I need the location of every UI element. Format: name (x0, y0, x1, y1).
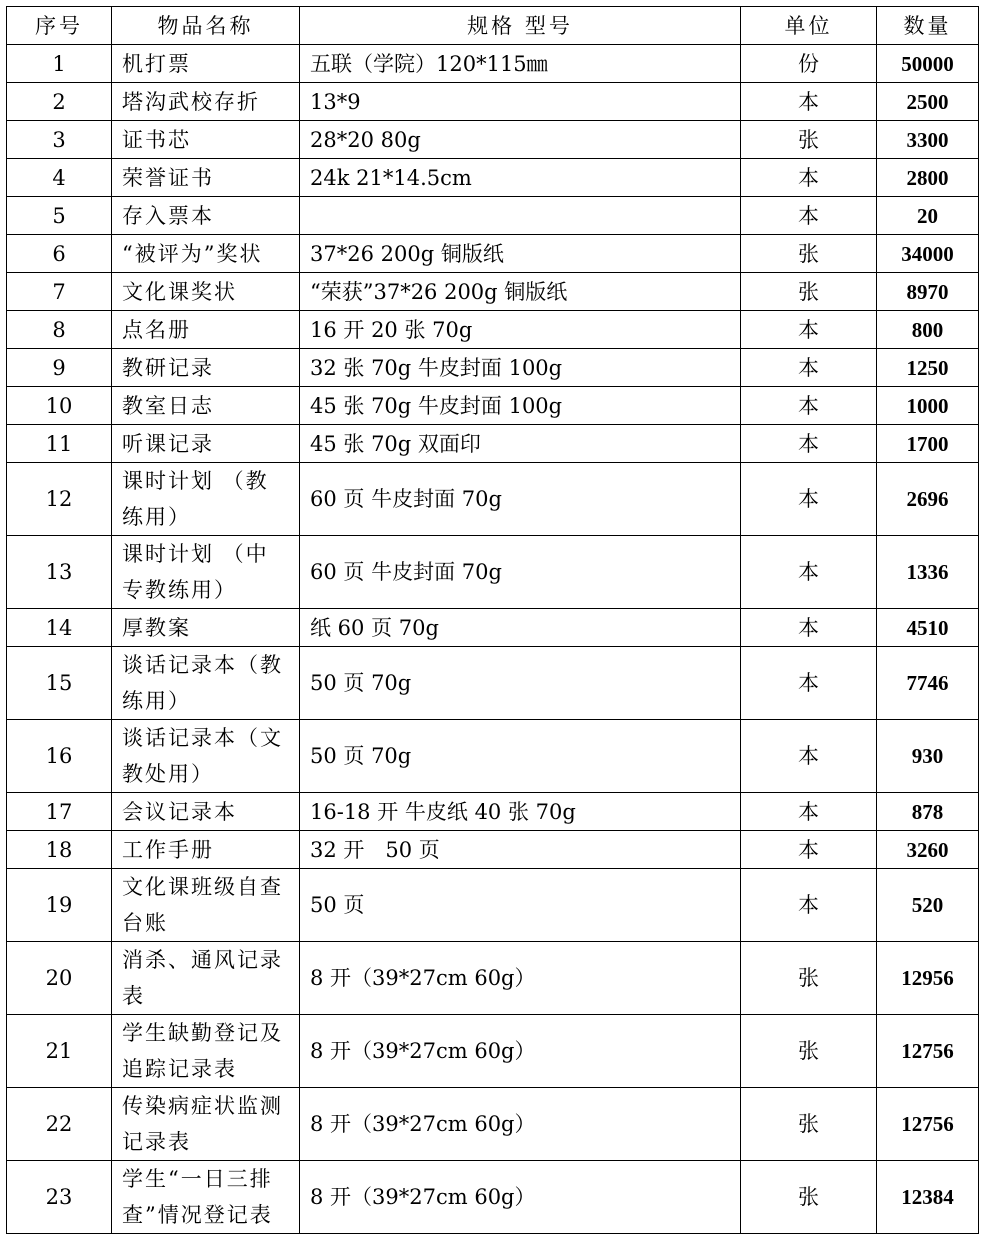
header-spec: 规格 型号 (300, 7, 741, 45)
table-row (7, 83, 979, 121)
cell-no: 15 (7, 647, 112, 720)
cell-no: 6 (7, 235, 112, 273)
table-row (7, 235, 979, 273)
cell-name: 会议记录本 (112, 793, 300, 831)
cell-qty: 520 (877, 869, 979, 942)
cell-unit: 本 (741, 463, 877, 536)
cell-no: 14 (7, 609, 112, 647)
cell-no: 13 (7, 536, 112, 609)
cell-qty: 50000 (877, 45, 979, 83)
cell-name: 课时计划 （中专教练用） (112, 536, 300, 609)
cell-qty: 34000 (877, 235, 979, 273)
cell-qty: 12956 (877, 942, 979, 1015)
cell-unit: 张 (741, 1015, 877, 1088)
cell-no: 16 (7, 720, 112, 793)
cell-unit: 份 (741, 45, 877, 83)
cell-name: 塔沟武校存折 (112, 83, 300, 121)
table-row (7, 349, 979, 387)
cell-no: 20 (7, 942, 112, 1015)
cell-qty: 2696 (877, 463, 979, 536)
table-row (7, 536, 979, 609)
cell-qty: 3300 (877, 121, 979, 159)
cell-name: 教研记录 (112, 349, 300, 387)
table-row (7, 869, 979, 942)
header-unit: 单位 (741, 7, 877, 45)
cell-spec: 五联（学院）120*115㎜ (300, 45, 741, 83)
cell-unit: 本 (741, 387, 877, 425)
header-name: 物品名称 (112, 7, 300, 45)
table-header (7, 7, 979, 45)
cell-unit: 张 (741, 273, 877, 311)
cell-no: 4 (7, 159, 112, 197)
header-row (7, 7, 979, 45)
cell-no: 1 (7, 45, 112, 83)
table-row (7, 647, 979, 720)
table-row (7, 311, 979, 349)
table-row (7, 942, 979, 1015)
cell-no: 21 (7, 1015, 112, 1088)
cell-name: 点名册 (112, 311, 300, 349)
cell-unit: 本 (741, 311, 877, 349)
cell-qty: 1000 (877, 387, 979, 425)
cell-qty: 1336 (877, 536, 979, 609)
cell-unit: 本 (741, 720, 877, 793)
cell-qty: 12384 (877, 1161, 979, 1234)
cell-qty: 3260 (877, 831, 979, 869)
cell-unit: 本 (741, 647, 877, 720)
cell-spec: 16 开 20 张 70g (300, 311, 741, 349)
cell-no: 8 (7, 311, 112, 349)
cell-spec: 纸 60 页 70g (300, 609, 741, 647)
cell-spec: 60 页 牛皮封面 70g (300, 536, 741, 609)
cell-name: 课时计划 （教练用） (112, 463, 300, 536)
table-row (7, 197, 979, 235)
cell-unit: 张 (741, 1088, 877, 1161)
table-row (7, 831, 979, 869)
header-qty: 数量 (877, 7, 979, 45)
cell-spec: 50 页 70g (300, 647, 741, 720)
cell-no: 17 (7, 793, 112, 831)
cell-spec: 24k 21*14.5cm (300, 159, 741, 197)
cell-spec: 45 张 70g 牛皮封面 100g (300, 387, 741, 425)
cell-name: 存入票本 (112, 197, 300, 235)
cell-unit: 张 (741, 1161, 877, 1234)
cell-name: 谈话记录本（文教处用） (112, 720, 300, 793)
cell-unit: 本 (741, 425, 877, 463)
cell-spec: 45 张 70g 双面印 (300, 425, 741, 463)
table-row (7, 159, 979, 197)
cell-name: 证书芯 (112, 121, 300, 159)
cell-qty: 2800 (877, 159, 979, 197)
cell-name: 消杀、通风记录表 (112, 942, 300, 1015)
cell-qty: 12756 (877, 1088, 979, 1161)
table-row (7, 273, 979, 311)
cell-unit: 本 (741, 159, 877, 197)
cell-qty: 8970 (877, 273, 979, 311)
table-row (7, 121, 979, 159)
cell-unit: 张 (741, 121, 877, 159)
cell-spec: 60 页 牛皮封面 70g (300, 463, 741, 536)
cell-qty: 20 (877, 197, 979, 235)
cell-name: 机打票 (112, 45, 300, 83)
cell-name: 传染病症状监测记录表 (112, 1088, 300, 1161)
cell-qty: 878 (877, 793, 979, 831)
table-body (7, 45, 979, 1234)
cell-no: 9 (7, 349, 112, 387)
cell-spec: 50 页 (300, 869, 741, 942)
cell-spec: 13*9 (300, 83, 741, 121)
cell-name: “被评为”奖状 (112, 235, 300, 273)
table-row (7, 387, 979, 425)
table-row (7, 720, 979, 793)
cell-no: 23 (7, 1161, 112, 1234)
cell-unit: 本 (741, 83, 877, 121)
cell-name: 荣誉证书 (112, 159, 300, 197)
cell-spec: 8 开（39*27cm 60g） (300, 942, 741, 1015)
cell-name: 谈话记录本（教练用） (112, 647, 300, 720)
cell-spec: 50 页 70g (300, 720, 741, 793)
cell-spec (300, 197, 741, 235)
cell-no: 10 (7, 387, 112, 425)
cell-spec: 8 开（39*27cm 60g） (300, 1088, 741, 1161)
cell-name: 工作手册 (112, 831, 300, 869)
cell-qty: 1700 (877, 425, 979, 463)
cell-qty: 930 (877, 720, 979, 793)
cell-no: 2 (7, 83, 112, 121)
cell-qty: 2500 (877, 83, 979, 121)
cell-name: 学生缺勤登记及追踪记录表 (112, 1015, 300, 1088)
table-row (7, 609, 979, 647)
cell-no: 19 (7, 869, 112, 942)
cell-qty: 12756 (877, 1015, 979, 1088)
cell-spec: “荣获”37*26 200g 铜版纸 (300, 273, 741, 311)
table-row (7, 1088, 979, 1161)
cell-unit: 本 (741, 349, 877, 387)
cell-name: 听课记录 (112, 425, 300, 463)
cell-no: 22 (7, 1088, 112, 1161)
cell-unit: 张 (741, 235, 877, 273)
cell-spec: 8 开（39*27cm 60g） (300, 1161, 741, 1234)
cell-name: 文化课班级自查台账 (112, 869, 300, 942)
cell-unit: 张 (741, 942, 877, 1015)
cell-spec: 16-18 开 牛皮纸 40 张 70g (300, 793, 741, 831)
cell-no: 3 (7, 121, 112, 159)
cell-spec: 32 开 50 页 (300, 831, 741, 869)
cell-name: 文化课奖状 (112, 273, 300, 311)
cell-no: 18 (7, 831, 112, 869)
cell-no: 11 (7, 425, 112, 463)
cell-no: 5 (7, 197, 112, 235)
cell-no: 12 (7, 463, 112, 536)
table-row (7, 1015, 979, 1088)
cell-name: 学生“一日三排查”情况登记表 (112, 1161, 300, 1234)
table-row (7, 45, 979, 83)
cell-unit: 本 (741, 831, 877, 869)
cell-no: 7 (7, 273, 112, 311)
cell-unit: 本 (741, 869, 877, 942)
cell-spec: 32 张 70g 牛皮封面 100g (300, 349, 741, 387)
cell-name: 教室日志 (112, 387, 300, 425)
table-row (7, 425, 979, 463)
header-no: 序号 (7, 7, 112, 45)
table-row (7, 463, 979, 536)
supplies-table (6, 6, 979, 1234)
cell-unit: 本 (741, 609, 877, 647)
cell-unit: 本 (741, 197, 877, 235)
cell-qty: 4510 (877, 609, 979, 647)
cell-unit: 本 (741, 793, 877, 831)
table-row (7, 793, 979, 831)
cell-name: 厚教案 (112, 609, 300, 647)
table-row (7, 1161, 979, 1234)
cell-spec: 28*20 80g (300, 121, 741, 159)
cell-spec: 37*26 200g 铜版纸 (300, 235, 741, 273)
cell-qty: 800 (877, 311, 979, 349)
cell-unit: 本 (741, 536, 877, 609)
cell-qty: 1250 (877, 349, 979, 387)
cell-qty: 7746 (877, 647, 979, 720)
cell-spec: 8 开（39*27cm 60g） (300, 1015, 741, 1088)
